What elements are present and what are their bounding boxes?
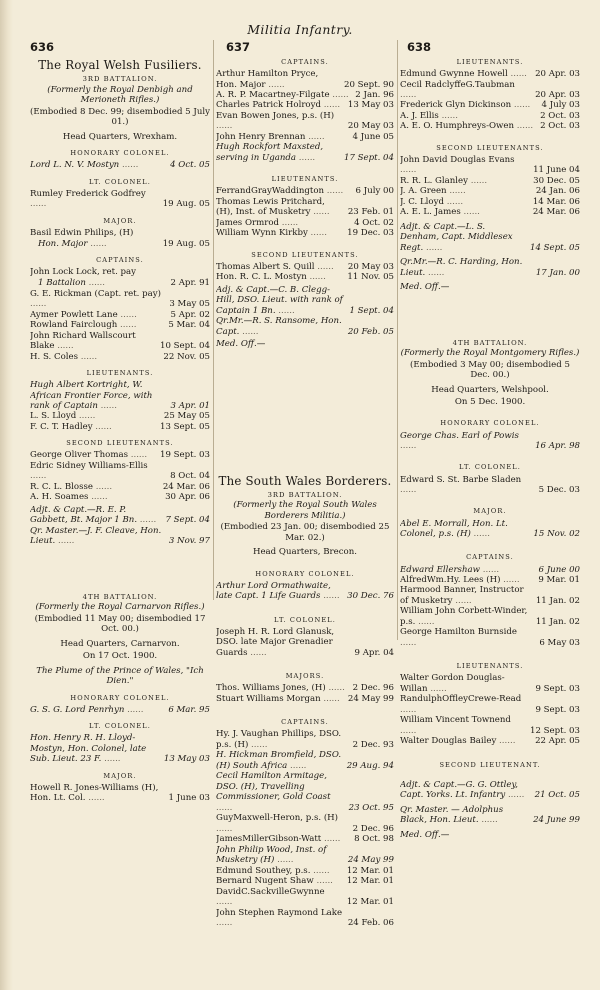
formerly-note: (Formerly the Royal Montgomery Rifles.): [400, 348, 580, 359]
adjutant-entry: Adjt. & Capt.—R. E. P. Gabbett, Bt. Major 1 Bn. ...... 7 Sept. 04: [30, 505, 210, 526]
roll-entry: AlfredWm.Hy. Lees (H) ...... 9 Mar. 01: [400, 575, 580, 585]
battalion-heading: 4TH BATTALION.: [452, 338, 528, 347]
roll-entry: Edward Ellershaw ...... 6 June 00: [400, 565, 580, 575]
roll-entry: Charles Patrick Holroyd ...... 13 May 03: [216, 100, 394, 110]
page-number-left: 636: [30, 40, 55, 54]
roll-entry: RandulphOffleyCrewe-Read ...... 9 Sept. 03: [400, 694, 580, 715]
roll-entry: A. J. Ellis ...... 2 Oct. 03: [400, 111, 580, 121]
headquarters: Head Quarters, Welshpool.: [431, 384, 549, 395]
section-heading: LT. COLONEL.: [274, 615, 336, 624]
embodied-note: (Embodied 11 May 00; disembodied 17 Oct. 00.): [34, 613, 206, 635]
roll-entry: Abel E. Morrall, Hon. Lt. Colonel, p.s. (H) ...... 15 Nov. 02: [400, 519, 580, 540]
roll-entry: Hon. Major ...... 19 Aug. 05: [30, 239, 210, 249]
roll-entry: Rumley Frederick Godfrey ...... 19 Aug. 05: [30, 189, 210, 210]
page-number-middle: 637: [226, 40, 251, 54]
badge-motto: The Plume of the Prince of Wales, "Ich Dien.": [36, 665, 204, 687]
roll-entry: Frederick Glyn Dickinson ...... 4 July 03: [400, 100, 580, 110]
roll-entry: G. S. G. Lord Penrhyn ...... 6 Mar. 95: [30, 705, 210, 715]
roll-entry: A. H. Soames ...... 30 Apr. 06: [30, 492, 210, 502]
section-heading: LIEUTENANTS.: [456, 58, 524, 66]
section-heading: MAJOR.: [103, 216, 137, 225]
roll-entry: Arthur Hamilton Pryce, Hon. Major ...... 20 Sept. 90: [216, 69, 394, 90]
roll-entry: Edric Sidney Williams-Ellis ...... 8 Oct. 04: [30, 461, 210, 482]
roll-entry: George Chas. Earl of Powis ...... 16 Apr. 98: [400, 431, 580, 452]
headquarters: Head Quarters, Brecon.: [252, 547, 358, 558]
roll-entry: F. C. T. Hadley ...... 13 Sept. 05: [30, 422, 210, 432]
page-number-right: 638: [407, 40, 432, 54]
column-right: [400, 54, 580, 980]
section-heading: MAJOR.: [103, 771, 137, 780]
roll-entry: A. E. O. Humphreys-Owen ...... 2 Oct. 03: [400, 121, 580, 131]
roll-entry: George Hamilton Burnside ...... 6 May 03: [400, 627, 580, 648]
section-heading: LT. COLONEL.: [89, 177, 151, 186]
roll-entry: G. E. Rickman (Capt. ret. pay) ...... 3 May 05: [30, 289, 210, 310]
headquarters: Head Quarters, Carnarvon.: [60, 638, 180, 649]
headquarters-date: On 5 Dec. 1900.: [454, 397, 526, 407]
roll-entry: John Philip Wood, Inst. of Musketry (H) ...... 24 May 99: [216, 845, 394, 866]
roll-entry: Thos. Williams Jones, (H) ...... 2 Dec. 96: [216, 683, 394, 693]
section-heading: SECOND LIEUTENANTS.: [66, 439, 174, 448]
roll-entry: William Vincent Townend ...... 12 Sept. 03: [400, 715, 580, 736]
battalion-heading: 3RD BATTALION.: [82, 75, 158, 84]
roll-entry: Joseph H. R. Lord Glanusk, DSO. late Major Grenadier Guards ...... 9 Apr. 04: [216, 627, 394, 658]
roll-entry: John Henry Brennan ...... 4 June 05: [216, 132, 394, 142]
section-heading: LIEUTENANTS.: [456, 662, 524, 671]
roll-entry: Lord L. N. V. Mostyn ...... 4 Oct. 05: [30, 160, 210, 170]
section-heading: HONORARY COLONEL.: [440, 419, 540, 428]
roll-entry: JamesMillerGibson-Watt ...... 8 Oct. 98: [216, 834, 394, 844]
embodied-note: (Embodied 3 May 00; disembodied 5 Dec. 00.): [410, 359, 570, 381]
roll-entry: A. R. P. Macartney-Filgate ...... 2 Jan. 96: [216, 90, 394, 100]
medical-officer: Med. Off.—: [216, 339, 266, 350]
adjutant-entry: Adj. & Capt.—C. B. Clegg-Hill, DSO. Lieut. with rank of Captain 1 Bn. ...... 1 Sept. 04: [216, 285, 394, 316]
medical-officer: Med. Off.—: [400, 282, 450, 293]
roll-entry: Edward S. St. Barbe Sladen ...... 5 Dec. 03: [400, 475, 580, 496]
section-heading: CAPTAINS.: [281, 718, 329, 727]
roll-entry: Thomas Lewis Pritchard, (H), Inst. of Musketry ...... 23 Feb. 01: [216, 197, 394, 218]
column-rule-2: [397, 40, 398, 640]
embodied-note: (Embodied 23 Jan. 00; disembodied 25 Mar. 02.): [220, 522, 390, 543]
roll-entry: John David Douglas Evans ...... 11 June 04: [400, 155, 580, 176]
roll-entry: Hugh Rockfort Maxsted, serving in Uganda ...... 17 Sept. 04: [216, 142, 394, 163]
roll-entry: H. S. Coles ...... 22 Nov. 05: [30, 352, 210, 362]
section-heading: SECOND LIEUTENANTS.: [436, 143, 544, 152]
column-middle: [216, 54, 394, 980]
roll-entry: John Richard Wallscourt Blake ...... 10 Sept. 04: [30, 331, 210, 352]
roll-entry: Walter Douglas Bailey ...... 22 Apr. 05: [400, 736, 580, 746]
roll-entry: Thomas Albert S. Quill ...... 20 May 03: [216, 262, 394, 272]
regiment-title: The South Wales Borderers.: [218, 473, 392, 488]
running-head: Militia Infantry.: [247, 22, 353, 37]
roll-entry: Hy. J. Vaughan Phillips, DSO. p.s. (H) ...... 2 Dec. 93: [216, 729, 394, 750]
roll-entry: Bernard Nugent Shaw ...... 12 Mar. 01: [216, 876, 394, 886]
roll-entry: Edmund Gwynne Howell ...... 20 Apr. 03: [400, 69, 580, 79]
roll-entry: Harmood Banner, Instructor of Musketry ...... 11 Jan. 02: [400, 585, 580, 606]
quartermaster-entry: Qr.Mr.—R. S. Ransome, Hon. Capt. ...... 20 Feb. 05: [216, 316, 394, 337]
roll-entry: FerrandGrayWaddington ...... 6 July 00: [216, 186, 394, 196]
headquarters: Head Quarters, Wrexham.: [62, 131, 178, 142]
column-left: [30, 54, 210, 980]
section-heading: CAPTAINS.: [96, 256, 144, 265]
roll-entry: Walter Gordon Douglas-Willan ...... 9 Sept. 03: [400, 673, 580, 694]
section-heading: SECOND LIEUTENANT.: [439, 760, 541, 769]
roll-entry: Hon. R. C. L. Mostyn ...... 11 Nov. 05: [216, 272, 394, 282]
battalion-heading: 3RD BATTALION.: [267, 491, 343, 500]
roll-entry: Aymer Powlett Lane ...... 5 Apr. 02: [30, 310, 210, 320]
quartermaster-entry: Qr.Mr.—R. C. Harding, Hon. Lieut. ...... 17 Jan. 00: [400, 257, 580, 278]
section-heading: LIEUTENANTS.: [271, 175, 339, 184]
medical-officer: Med. Off.—: [400, 829, 450, 840]
section-heading: LT. COLONEL.: [459, 463, 521, 472]
roll-entry-name: Basil Edwin Philips, (H): [30, 227, 134, 238]
roll-entry: John Stephen Raymond Lake ...... 24 Feb. 06: [216, 908, 394, 929]
section-heading: MAJORS.: [285, 672, 325, 681]
roll-entry: James Ormrod ...... 4 Oct. 02: [216, 218, 394, 228]
roll-entry: J. A. Green ...... 24 Jan. 06: [400, 186, 580, 196]
roll-entry: Arthur Lord Ormathwaite, late Capt. 1 Life Guards ...... 30 Dec. 76: [216, 581, 394, 602]
roll-entry: 1 Battalion ...... 2 Apr. 91: [30, 278, 210, 288]
formerly-note: (Formerly the Royal Carnarvon Rifles.): [35, 602, 205, 613]
adjutant-entry: Adjt. & Capt.—L. S. Denham, Capt. Middlesex Regt. ...... 14 Sept. 05: [400, 222, 580, 253]
section-heading: HONORARY COLONEL.: [70, 693, 170, 702]
quartermaster-entry: Qr. Master.—J. F. Cleave, Hon. Lieut. ...... 3 Nov. 97: [30, 526, 210, 547]
battalion-heading: 4TH BATTALION.: [82, 592, 158, 601]
section-heading: SECOND LIEUTENANTS.: [251, 250, 359, 259]
roll-entry: George Oliver Thomas ...... 19 Sept. 03: [30, 450, 210, 460]
section-heading: CAPTAINS.: [281, 58, 329, 66]
roll-entry: Evan Bowen Jones, p.s. (H) ...... 20 May 03: [216, 111, 394, 132]
section-heading: LT. COLONEL.: [89, 722, 151, 731]
roll-entry-name: John Lock Lock, ret. pay: [30, 267, 137, 278]
embodied-note: (Embodied 8 Dec. 99; disembodied 5 July 01.): [30, 106, 210, 128]
roll-entry: Rowland Fairclough ...... 5 Mar. 04: [30, 320, 210, 330]
quartermaster-entry: Qr. Master. — Adolphus Black, Hon. Lieut. ...... 24 June 99: [400, 805, 580, 826]
column-rule-1: [213, 40, 214, 600]
roll-entry: William Wynn Kirkby ...... 19 Dec. 03: [216, 228, 394, 238]
section-heading: CAPTAINS.: [466, 553, 514, 562]
roll-entry: Cecil Hamilton Armitage, DSO. (H), Travelling Commissioner, Gold Coast ...... 23 Oct. 95: [216, 771, 394, 813]
formerly-note: (Formerly the Royal Denbigh and Merioneth Rifles.): [47, 84, 193, 106]
regiment-title: The Royal Welsh Fusiliers.: [38, 58, 202, 72]
roll-entry: Hugh Albert Kortright, W. African Frontier Force, with rank of Captain ...... 3 Apr. 01: [30, 380, 210, 411]
section-heading: HONORARY COLONEL.: [70, 149, 170, 158]
roll-entry: GuyMaxwell-Heron, p.s. (H) ...... 2 Dec. 96: [216, 813, 394, 834]
adjutant-entry: Adjt. & Capt.—G. G. Ottley, Capt. Yorks. Lt. Infantry ...... 21 Oct. 05: [400, 780, 580, 801]
roll-entry: A. E. L. James ...... 24 Mar. 06: [400, 207, 580, 217]
section-heading: HONORARY COLONEL.: [255, 569, 355, 578]
roll-entry: J. C. Lloyd ...... 14 Mar. 06: [400, 197, 580, 207]
formerly-note: (Formerly the Royal South Wales Borderers Militia.): [233, 500, 377, 521]
headquarters-date: On 17 Oct. 1900.: [82, 651, 158, 662]
roll-entry: William John Corbett-Winder, p.s. ...... 11 Jan. 02: [400, 606, 580, 627]
roll-entry: R. C. L. Blosse ...... 24 Mar. 06: [30, 482, 210, 492]
roll-entry: L. S. Lloyd ...... 25 May 05: [30, 411, 210, 421]
roll-entry: H. Hickman Bromfield, DSO. (H) South Africa ...... 29 Aug. 94: [216, 750, 394, 771]
section-heading: LIEUTENANTS.: [86, 369, 154, 377]
roll-entry: Stuart Williams Morgan ...... 24 May 99: [216, 694, 394, 704]
roll-entry: Edmund Southey, p.s. ...... 12 Mar. 01: [216, 866, 394, 876]
section-heading: MAJOR.: [473, 507, 507, 516]
book-gutter: [0, 0, 13, 990]
roll-entry: R. R. L. Glanley ...... 30 Dec. 05: [400, 176, 580, 186]
roll-entry: Cecil RadclyffeG.Taubman ...... 20 Apr. 03: [400, 80, 580, 101]
roll-entry: Hon. Henry R. H. Lloyd-Mostyn, Hon. Colonel, late Sub. Lieut. 23 F. ...... 13 May 03: [30, 733, 210, 764]
roll-entry: DavidC.SackvilleGwynne ...... 12 Mar. 01: [216, 887, 394, 908]
roll-entry: Howell R. Jones-Williams (H), Hon. Lt. Col. ...... 1 June 03: [30, 783, 210, 804]
